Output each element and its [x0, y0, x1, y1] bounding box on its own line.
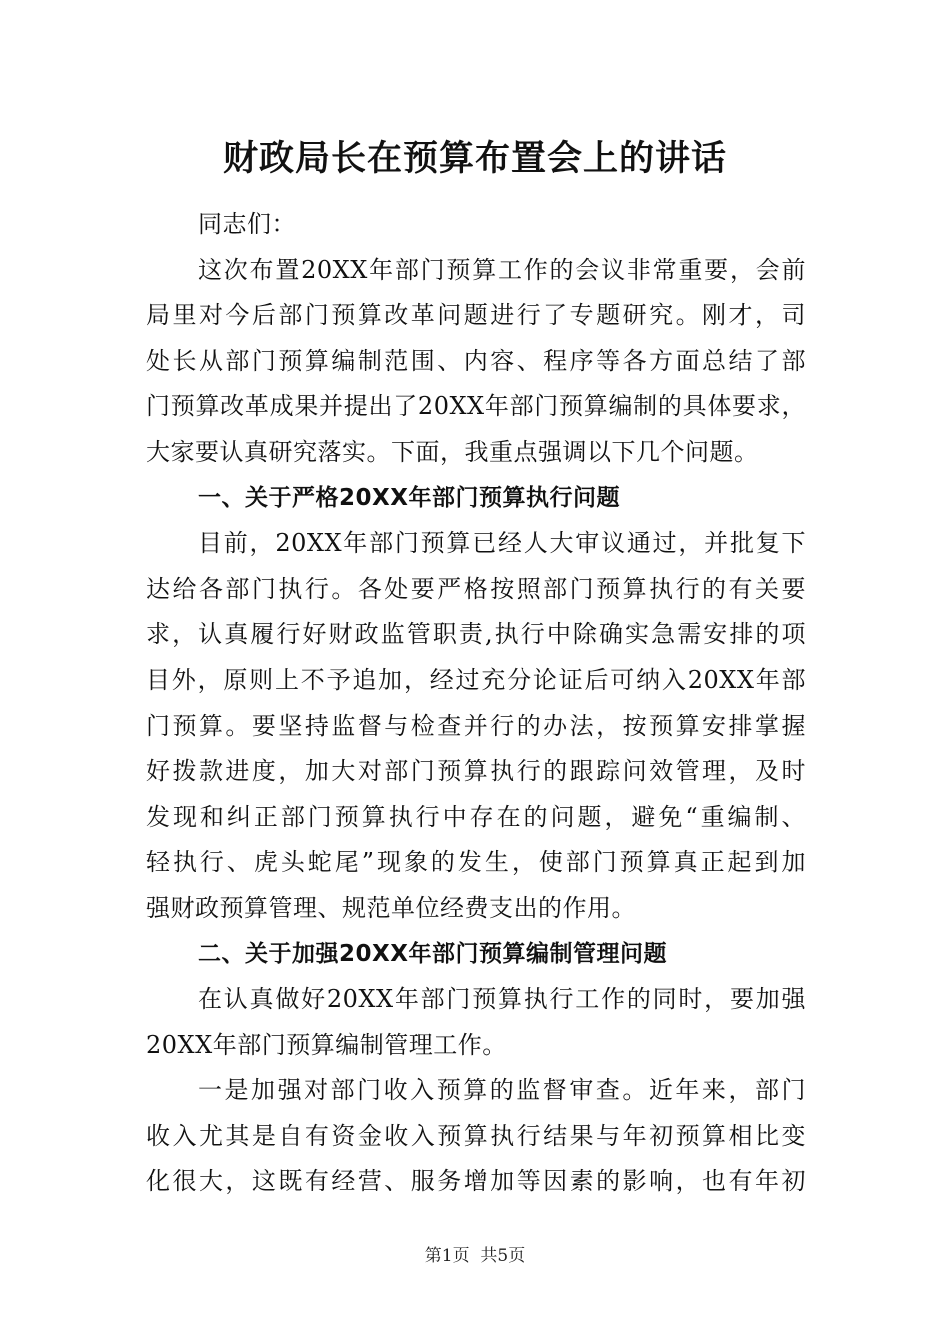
section-heading: 一、关于严格20XX年部门预算执行问题 [198, 484, 620, 511]
paragraph-line: 发现和纠正部门预算执行中存在的问题，避免“重编制、 [146, 802, 806, 831]
paragraph-line: 门预算。要坚持监督与检查并行的办法，按预算安排掌握 [146, 711, 806, 740]
paragraph-line: 在认真做好20XX年部门预算执行工作的同时，要加强 [198, 985, 806, 1014]
paragraph-line: 收入尤其是自有资金收入预算执行结果与年初预算相比变 [146, 1121, 806, 1150]
paragraph-line: 轻执行、虎头蛇尾”现象的发生，使部门预算真正起到加 [146, 848, 806, 877]
paragraph-line: 化很大，这既有经营、服务增加等因素的影响，也有年初 [146, 1167, 806, 1196]
paragraph-line: 好拨款进度，加大对部门预算执行的跟踪问效管理，及时 [146, 757, 806, 786]
page-title: 财政局长在预算布置会上的讲话 [222, 139, 727, 179]
paragraph-line: 这次布置20XX年部门预算工作的会议非常重要，会前 [198, 255, 806, 284]
paragraph-line: 20XX年部门预算编制管理工作。 [146, 1030, 507, 1059]
page-footer [0, 1244, 950, 1268]
paragraph-line: 目外，原则上不予追加，经过充分论证后可纳入20XX年部 [146, 665, 806, 694]
paragraph-line: 达给各部门执行。各处要严格按照部门预算执行的有关要 [146, 574, 806, 603]
paragraph-line: 一是加强对部门收入预算的监督审查。近年来，部门 [198, 1076, 806, 1105]
section-heading: 二、关于加强20XX年部门预算编制管理问题 [198, 940, 667, 967]
paragraph-line: 门预算改革成果并提出了20XX年部门预算编制的具体要求， [146, 392, 806, 421]
document-body [146, 202, 806, 1205]
paragraph-line: 处长从部门预算编制范围、内容、程序等各方面总结了部 [146, 346, 806, 375]
paragraph-line: 同志们： [198, 210, 296, 238]
paragraph-line: 求，认真履行好财政监管职责,执行中除确实急需安排的项 [146, 620, 806, 649]
paragraph-line: 大家要认真研究落实。下面，我重点强调以下几个问题。 [146, 437, 759, 466]
page-number-label: 第1页 共5页 [424, 1246, 526, 1266]
paragraph-line: 局里对今后部门预算改革问题进行了专题研究。刚才，司 [146, 301, 806, 330]
paragraph-line: 目前，20XX年部门预算已经人大审议通过，并批复下 [198, 529, 806, 558]
paragraph-line: 强财政预算管理、规范单位经费支出的作用。 [146, 893, 636, 922]
